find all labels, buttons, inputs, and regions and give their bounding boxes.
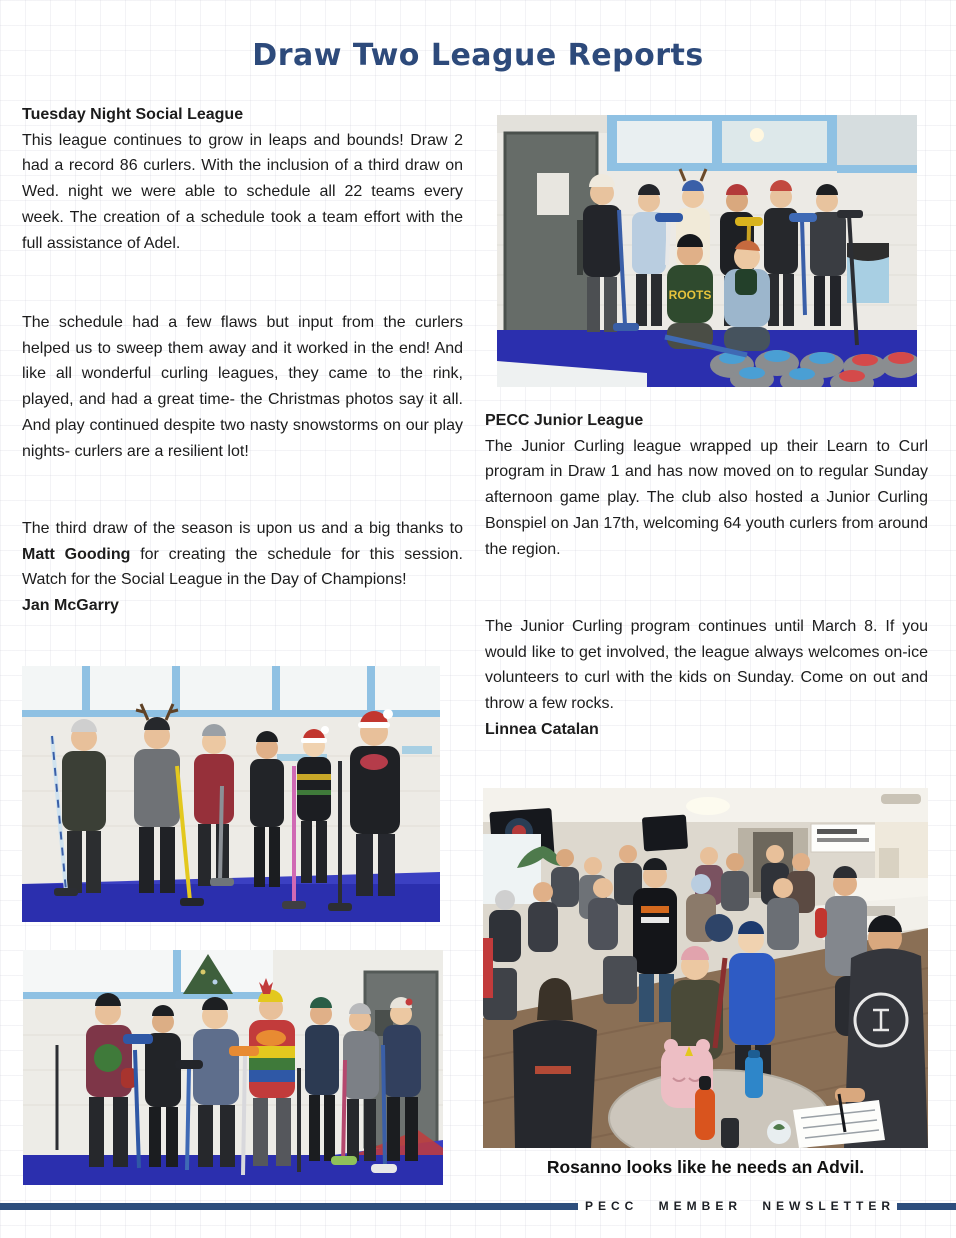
footer-rule-left — [0, 1203, 578, 1210]
photo-santa-hats-team-art — [22, 666, 440, 922]
photo-ugly-sweaters-team-art — [23, 950, 443, 1185]
photo-clubhouse-crowd-art — [483, 788, 928, 1148]
junior-league-para2: The Junior Curling program continues until March 8. If you would like to get involved, the league always welcomes on-ice volunteers to curl with the kids on Sunday. Come on out and throw a few rocks. — [485, 618, 928, 713]
social-league-para3-block — [22, 516, 463, 619]
social-league-heading: Tuesday Night Social League — [22, 106, 244, 123]
social-league-signature: Jan McGarry — [22, 597, 119, 615]
photo-christmas-team-top-art — [497, 115, 917, 387]
junior-league-para2-block — [485, 614, 928, 743]
social-league-section — [22, 102, 463, 256]
photo-ugly-sweaters-team — [23, 950, 443, 1185]
junior-league-signature: Linnea Catalan — [485, 720, 599, 738]
social-league-para2: The schedule had a few flaws but input from the curlers helped us to sweep them away and it worked in the end! And like all wonderful curling leagues, they came to the rink, played, and had a great time- the Christmas photos say it all. And play continued despite two nasty snowstorms on our play nights- curlers are a resilient lot! — [22, 314, 463, 460]
photo-clubhouse-crowd — [483, 788, 928, 1148]
junior-league-heading: PECC Junior League — [485, 412, 644, 429]
junior-league-para1: The Junior Curling league wrapped up their Learn to Curl program in Draw 1 and has now moved on to regular Sunday afternoon game play. The club also hosted a Junior Curling Bonspiel on Jan 17th, welcoming 64 youth curlers from around the region. — [485, 437, 928, 558]
roots-hoodie-text: ROOTS — [668, 288, 712, 302]
social-league-para2-block — [22, 310, 463, 464]
photo-santa-hats-team — [22, 666, 440, 922]
para3-text-start: The third draw of the season is upon us and a big thanks to — [22, 520, 463, 537]
page-title: Draw Two League Reports — [252, 38, 704, 73]
footer-rule-right — [897, 1203, 956, 1210]
junior-league-section — [485, 408, 928, 562]
photo-caption: Rosanno looks like he needs an Advil. — [546, 1157, 865, 1177]
photo-christmas-team-top — [497, 115, 917, 387]
para3-name-highlight: Matt Gooding — [22, 545, 131, 563]
social-league-para3 — [22, 516, 463, 593]
para3-text-end: for creating the schedule for this session. Watch for the Social League in the Day of Champions! — [22, 545, 463, 589]
social-league-para1: This league continues to grow in leaps and bounds! Draw 2 had a record 86 curlers. With the inclusion of a third draw on Wed. night we were able to schedule all 22 teams every week. The creation of a schedule took a team effort with the full assistance of Adel. — [22, 131, 463, 252]
footer-newsletter-label: PECC MEMBER NEWSLETTER — [585, 1199, 896, 1213]
